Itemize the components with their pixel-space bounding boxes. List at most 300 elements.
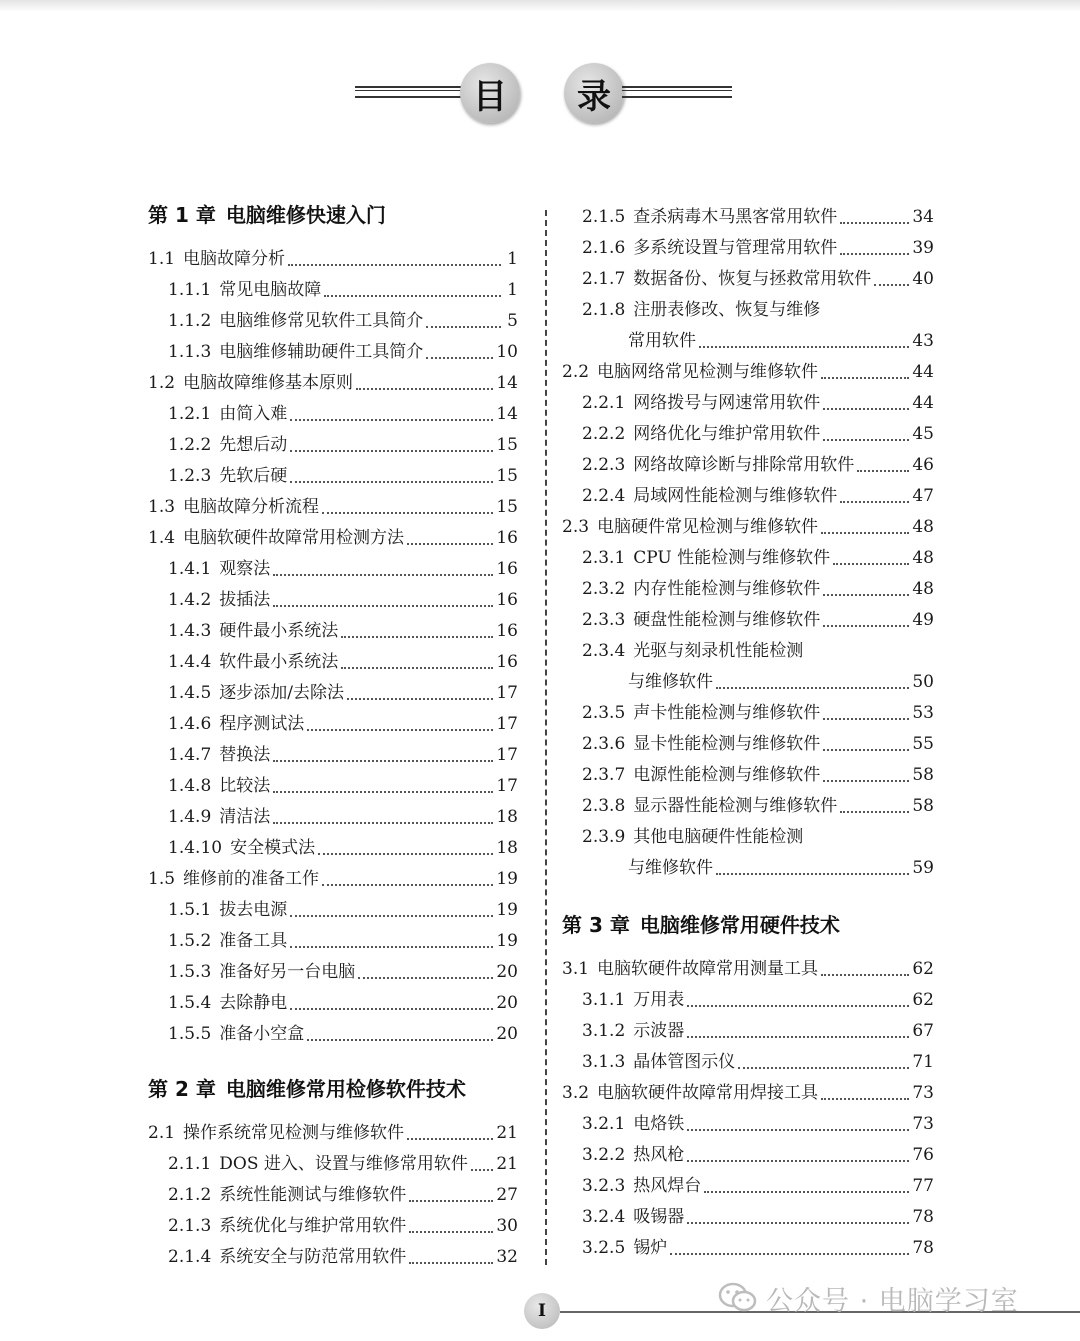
- section-title: 先想后动: [219, 435, 288, 455]
- page-number: 53: [912, 703, 934, 723]
- toc-entry[interactable]: [562, 1109, 934, 1140]
- section-number: 2.2.4: [582, 486, 626, 506]
- section-title: 先软后硬: [219, 466, 288, 486]
- dot-leader: [823, 439, 909, 441]
- section-title: 拔插法: [219, 590, 271, 610]
- page-number: 47: [912, 486, 934, 506]
- toc-entry[interactable]: [562, 326, 934, 357]
- page-number: 30: [496, 1216, 518, 1236]
- section-title: 电脑维修常见软件工具简介: [219, 311, 424, 331]
- page-number: 34: [912, 207, 934, 227]
- page-number: 16: [496, 621, 518, 641]
- section-title: 热风焊台: [633, 1176, 702, 1196]
- page-number: 73: [912, 1114, 934, 1134]
- section-title: 硬件最小系统法: [219, 621, 339, 641]
- section-number: 1.3: [148, 497, 176, 517]
- page-number: 21: [496, 1123, 518, 1143]
- page-number: 46: [912, 455, 934, 475]
- section-number: 3.2.3: [582, 1176, 626, 1196]
- section-title: 多系统设置与管理常用软件: [633, 238, 838, 258]
- page-number: 18: [496, 807, 518, 827]
- section-number: 1.5.1: [168, 900, 212, 920]
- page-number: 50: [912, 672, 934, 692]
- toc-entry[interactable]: [148, 430, 518, 461]
- toc-entry[interactable]: [562, 512, 934, 543]
- dot-leader: [307, 729, 493, 731]
- section-title: 晶体管图示仪: [633, 1052, 736, 1072]
- toc-entry[interactable]: [562, 605, 934, 636]
- toc-entry[interactable]: [148, 337, 518, 368]
- dot-leader: [407, 543, 493, 545]
- dot-leader: [471, 1169, 493, 1171]
- dot-leader: [358, 977, 493, 979]
- chapter-number: 第 2 章: [148, 1077, 216, 1101]
- section-number: 2.1.3: [168, 1216, 212, 1236]
- section-number: 2.1.6: [582, 238, 626, 258]
- dot-leader: [687, 1005, 909, 1007]
- page-number: 15: [496, 497, 518, 517]
- section-number: 1.4.1: [168, 559, 212, 579]
- section-title: DOS 进入、设置与维修常用软件: [219, 1154, 468, 1174]
- page-number: 44: [912, 362, 934, 382]
- dot-leader: [687, 1222, 909, 1224]
- page-number: 15: [496, 466, 518, 486]
- section-number: 2.2: [562, 362, 590, 382]
- toc-entry[interactable]: [148, 523, 518, 554]
- section-title: 系统优化与维护常用软件: [219, 1216, 407, 1236]
- dot-leader: [290, 481, 493, 483]
- toc-entry[interactable]: [562, 791, 934, 822]
- column-divider: [545, 210, 547, 1265]
- section-number: 2.2.3: [582, 455, 626, 475]
- toc-entry[interactable]: [148, 492, 518, 523]
- section-number: 3.2.5: [582, 1238, 626, 1258]
- section-title: 准备小空盒: [219, 1024, 305, 1044]
- dot-leader: [821, 532, 909, 534]
- section-number: 3.2.1: [582, 1114, 626, 1134]
- dot-leader: [290, 450, 493, 452]
- toc-entry[interactable]: [148, 771, 518, 802]
- section-title: 观察法: [219, 559, 271, 579]
- page-number: 48: [912, 517, 934, 537]
- section-title: 显卡性能检测与维修软件: [633, 734, 821, 754]
- dot-leader: [823, 408, 909, 410]
- chapter-number: 第 3 章: [562, 913, 630, 937]
- toc-entry[interactable]: [148, 895, 518, 926]
- section-number: 2.3.6: [582, 734, 626, 754]
- page-number: 18: [496, 838, 518, 858]
- section-number: 3.2: [562, 1083, 590, 1103]
- chapter-2-entries-continued: [562, 202, 934, 884]
- toc-entry[interactable]: [562, 202, 934, 233]
- toc-entry[interactable]: [148, 1211, 518, 1242]
- toc-entry[interactable]: [148, 585, 518, 616]
- section-number: 1.1.1: [168, 280, 212, 300]
- page-number: 76: [912, 1145, 934, 1165]
- section-number: 3.2.4: [582, 1207, 626, 1227]
- section-number: 1.5.3: [168, 962, 212, 982]
- dot-leader: [823, 625, 909, 627]
- chapter-1-heading[interactable]: [148, 200, 518, 230]
- heading-char-2: 录: [564, 63, 624, 123]
- section-title: 网络拨号与网速常用软件: [633, 393, 821, 413]
- dot-leader: [840, 253, 909, 255]
- section-number: 2.1.4: [168, 1247, 212, 1267]
- page-number: 19: [496, 900, 518, 920]
- toc-entry[interactable]: [562, 419, 934, 450]
- section-title: 软件最小系统法: [219, 652, 339, 672]
- dot-leader: [670, 1253, 909, 1255]
- page-number: 27: [496, 1185, 518, 1205]
- toc-entry[interactable]: [148, 244, 518, 275]
- section-title: 电脑软硬件故障常用焊接工具: [597, 1083, 819, 1103]
- section-number: 1.1.3: [168, 342, 212, 362]
- toc-entry[interactable]: [562, 233, 934, 264]
- section-number: 2.3.4: [582, 641, 626, 661]
- section-number: 1.4.9: [168, 807, 212, 827]
- toc-entry[interactable]: [148, 1118, 518, 1149]
- chapter-2-heading[interactable]: [148, 1074, 518, 1104]
- chapter-3-heading[interactable]: [562, 910, 934, 940]
- section-title: 电脑软硬件故障常用检测方法: [183, 528, 405, 548]
- dot-leader: [322, 512, 493, 514]
- section-number: 3.1: [562, 959, 590, 979]
- section-number: 2.3: [562, 517, 590, 537]
- section-number: 1.2.2: [168, 435, 212, 455]
- section-number: 2.3.1: [582, 548, 626, 568]
- toc-entry[interactable]: [562, 760, 934, 791]
- page-number: 43: [912, 331, 934, 351]
- toc-entry[interactable]: [148, 988, 518, 1019]
- section-title: 与维修软件: [628, 858, 713, 878]
- chapter-2-entries: [148, 1118, 518, 1273]
- toc-entry[interactable]: [148, 1149, 518, 1180]
- page-number: 21: [496, 1154, 518, 1174]
- dot-leader: [699, 346, 909, 348]
- section-number: 1.1.2: [168, 311, 212, 331]
- toc-entry[interactable]: [148, 616, 518, 647]
- toc-entry[interactable]: [562, 1016, 934, 1047]
- dot-leader: [840, 501, 909, 503]
- section-title: 安全模式法: [230, 838, 316, 858]
- toc-entry[interactable]: [562, 822, 934, 853]
- toc-entry[interactable]: [148, 368, 518, 399]
- top-edge-shade: [0, 0, 1080, 12]
- section-title: 显示器性能检测与维修软件: [633, 796, 838, 816]
- toc-entry[interactable]: [148, 275, 518, 306]
- section-title: 系统安全与防范常用软件: [219, 1247, 407, 1267]
- page-number: 14: [496, 373, 518, 393]
- toc-entry[interactable]: [562, 1047, 934, 1078]
- section-title: 与维修软件: [628, 672, 713, 692]
- page-number: 20: [496, 1024, 518, 1044]
- dot-leader: [288, 264, 501, 266]
- chapter-1-entries: [148, 244, 518, 1050]
- section-number: 2.3.2: [582, 579, 626, 599]
- section-title: 比较法: [219, 776, 271, 796]
- dot-leader: [307, 1039, 493, 1041]
- section-number: 3.1.1: [582, 990, 626, 1010]
- section-title: 程序测试法: [219, 714, 305, 734]
- toc-entry[interactable]: [148, 833, 518, 864]
- toc-entry[interactable]: [562, 853, 934, 884]
- toc-entry[interactable]: [148, 957, 518, 988]
- section-title: 电脑维修辅助硬件工具简介: [219, 342, 424, 362]
- section-title: 清洁法: [219, 807, 271, 827]
- section-title: 常见电脑故障: [219, 280, 322, 300]
- section-number: 2.1: [148, 1123, 176, 1143]
- page-number: 14: [496, 404, 518, 424]
- toc-entry[interactable]: [562, 264, 934, 295]
- toc-entry[interactable]: [148, 1019, 518, 1050]
- section-title: 万用表: [633, 990, 685, 1010]
- heading-rule-right: [622, 86, 732, 98]
- page-number: 55: [912, 734, 934, 754]
- page-number: 10: [496, 342, 518, 362]
- section-number: 1.4.3: [168, 621, 212, 641]
- page-number: 16: [496, 652, 518, 672]
- toc-entry[interactable]: [148, 647, 518, 678]
- section-number: 3.2.2: [582, 1145, 626, 1165]
- section-number: 2.1.2: [168, 1185, 212, 1205]
- dot-leader: [821, 974, 909, 976]
- page-number: 32: [496, 1247, 518, 1267]
- watermark: [718, 1278, 1019, 1318]
- page-number: 71: [912, 1052, 934, 1072]
- section-title: 电源性能检测与维修软件: [633, 765, 821, 785]
- toc-entry[interactable]: [148, 926, 518, 957]
- page-number: 45: [912, 424, 934, 444]
- toc-entry[interactable]: [148, 1242, 518, 1273]
- page-number: 17: [496, 683, 518, 703]
- section-number: 2.1.8: [582, 300, 626, 320]
- dot-leader: [290, 1008, 493, 1010]
- toc-entry[interactable]: [148, 306, 518, 337]
- dot-leader: [290, 946, 493, 948]
- dot-leader: [716, 687, 909, 689]
- dot-leader: [874, 284, 909, 286]
- dot-leader: [341, 636, 493, 638]
- section-title: 由简入难: [219, 404, 288, 424]
- section-title: 光驱与刻录机性能检测: [633, 641, 804, 661]
- section-title: 数据备份、恢复与拯救常用软件: [633, 269, 872, 289]
- dot-leader: [273, 574, 493, 576]
- toc-entry[interactable]: [562, 543, 934, 574]
- toc-entry[interactable]: [562, 357, 934, 388]
- page-number: 58: [912, 796, 934, 816]
- section-number: 1.4.7: [168, 745, 212, 765]
- dot-leader: [324, 295, 501, 297]
- toc-entry[interactable]: [562, 1140, 934, 1171]
- section-title: 准备好另一台电脑: [219, 962, 356, 982]
- dot-leader: [821, 377, 909, 379]
- page-number: 16: [496, 528, 518, 548]
- dot-leader: [426, 357, 493, 359]
- dot-leader: [341, 667, 493, 669]
- page-number: 39: [912, 238, 934, 258]
- dot-leader: [687, 1160, 909, 1162]
- page-number: 73: [912, 1083, 934, 1103]
- toc-entry[interactable]: [148, 802, 518, 833]
- dot-leader: [273, 822, 493, 824]
- section-number: 2.3.8: [582, 796, 626, 816]
- toc-entry[interactable]: [148, 864, 518, 895]
- section-number: 1.4.4: [168, 652, 212, 672]
- chapter-title: 电脑维修常用检修软件技术: [225, 1077, 466, 1101]
- toc-entry[interactable]: [148, 709, 518, 740]
- toc-entry[interactable]: [562, 1078, 934, 1109]
- page-number: 78: [912, 1207, 934, 1227]
- page-number: 40: [912, 269, 934, 289]
- section-title: 吸锡器: [633, 1207, 685, 1227]
- section-title: 维修前的准备工作: [183, 869, 320, 889]
- page-number: 67: [912, 1021, 934, 1041]
- section-number: 1.5: [148, 869, 176, 889]
- chapter-3-entries: [562, 954, 934, 1264]
- page-number: 15: [496, 435, 518, 455]
- page-number: 62: [912, 959, 934, 979]
- dot-leader: [409, 1262, 493, 1264]
- dot-leader: [840, 811, 909, 813]
- section-number: 2.2.1: [582, 393, 626, 413]
- dot-leader: [273, 760, 493, 762]
- section-title: CPU 性能检测与维修软件: [633, 548, 831, 568]
- chapter-title: 电脑维修快速入门: [225, 203, 386, 227]
- toc-entry[interactable]: [562, 985, 934, 1016]
- section-title: 常用软件: [628, 331, 696, 351]
- toc-entry[interactable]: [562, 295, 934, 326]
- toc-entry[interactable]: [562, 667, 934, 698]
- page-number: I: [524, 1293, 560, 1329]
- section-title: 网络故障诊断与排除常用软件: [633, 455, 855, 475]
- heading-char-1: 目: [460, 63, 520, 123]
- watermark-text: 公众号 · 电脑学习室: [766, 1285, 1019, 1317]
- dot-leader: [687, 1129, 909, 1131]
- page-number: 44: [912, 393, 934, 413]
- toc-entry[interactable]: [562, 954, 934, 985]
- toc-entry[interactable]: [148, 399, 518, 430]
- dot-leader: [821, 1098, 909, 1100]
- toc-entry[interactable]: [562, 574, 934, 605]
- page-number: 20: [496, 993, 518, 1013]
- dot-leader: [716, 873, 909, 875]
- toc-entry[interactable]: [562, 729, 934, 760]
- dot-leader: [840, 222, 909, 224]
- section-number: 2.2.2: [582, 424, 626, 444]
- section-number: 1.5.5: [168, 1024, 212, 1044]
- toc-entry[interactable]: [148, 1180, 518, 1211]
- section-number: 1.4.5: [168, 683, 212, 703]
- toc-entry[interactable]: [562, 636, 934, 667]
- page-number: 77: [912, 1176, 934, 1196]
- page-number: 19: [496, 931, 518, 951]
- toc-entry[interactable]: [148, 554, 518, 585]
- dot-leader: [823, 749, 909, 751]
- page-number: 19: [496, 869, 518, 889]
- toc-entry[interactable]: [562, 388, 934, 419]
- section-title: 电脑网络常见检测与维修软件: [597, 362, 819, 382]
- section-number: 2.1.5: [582, 207, 626, 227]
- section-number: 1.4.8: [168, 776, 212, 796]
- dot-leader: [823, 780, 909, 782]
- dot-leader: [409, 1231, 493, 1233]
- dot-leader: [409, 1200, 493, 1202]
- toc-entry[interactable]: [562, 481, 934, 512]
- dot-leader: [290, 915, 493, 917]
- page-number: 78: [912, 1238, 934, 1258]
- dot-leader: [347, 698, 493, 700]
- section-title: 锡炉: [633, 1238, 668, 1258]
- page-number: 17: [496, 776, 518, 796]
- section-number: 1.2: [148, 373, 176, 393]
- section-number: 2.3.5: [582, 703, 626, 723]
- section-title: 其他电脑硬件性能检测: [633, 827, 804, 847]
- section-title: 准备工具: [219, 931, 288, 951]
- page-number: 1: [507, 280, 518, 300]
- toc-entry[interactable]: [148, 461, 518, 492]
- page-number: 5: [507, 311, 518, 331]
- page-number: 16: [496, 559, 518, 579]
- page-number: 62: [912, 990, 934, 1010]
- section-number: 2.1.1: [168, 1154, 212, 1174]
- section-number: 3.1.3: [582, 1052, 626, 1072]
- page-number: 16: [496, 590, 518, 610]
- toc-entry[interactable]: [148, 740, 518, 771]
- section-number: 1.1: [148, 249, 176, 269]
- toc-entry[interactable]: [562, 1202, 934, 1233]
- section-number: 1.4.10: [168, 838, 223, 858]
- heading-rule-left: [355, 86, 463, 98]
- section-title: 替换法: [219, 745, 271, 765]
- dot-leader: [738, 1067, 909, 1069]
- page-number: 48: [912, 548, 934, 568]
- section-number: 1.4.2: [168, 590, 212, 610]
- section-title: 注册表修改、恢复与维修: [633, 300, 821, 320]
- section-number: 1.2.3: [168, 466, 212, 486]
- section-title: 声卡性能检测与维修软件: [633, 703, 821, 723]
- dot-leader: [704, 1191, 909, 1193]
- dot-leader: [426, 326, 501, 328]
- toc-entry[interactable]: [562, 450, 934, 481]
- chapter-number: 第 1 章: [148, 203, 216, 227]
- section-title: 操作系统常见检测与维修软件: [183, 1123, 405, 1143]
- dot-leader: [407, 1138, 493, 1140]
- page-number: 1: [507, 249, 518, 269]
- toc-entry[interactable]: [562, 1171, 934, 1202]
- section-title: 电烙铁: [633, 1114, 685, 1134]
- dot-leader: [687, 1036, 909, 1038]
- section-title: 电脑软硬件故障常用测量工具: [597, 959, 819, 979]
- page-number: 59: [912, 858, 934, 878]
- dot-leader: [356, 388, 493, 390]
- toc-entry[interactable]: [148, 678, 518, 709]
- toc-entry[interactable]: [562, 1233, 934, 1264]
- wechat-icon: [718, 1282, 758, 1314]
- toc-right-column: [562, 202, 934, 1264]
- dot-leader: [318, 853, 493, 855]
- section-title: 去除静电: [219, 993, 288, 1013]
- section-number: 1.2.1: [168, 404, 212, 424]
- section-title: 电脑故障维修基本原则: [183, 373, 354, 393]
- dot-leader: [857, 470, 909, 472]
- section-number: 2.3.9: [582, 827, 626, 847]
- toc-entry[interactable]: [562, 698, 934, 729]
- page-number: 49: [912, 610, 934, 630]
- section-title: 逐步添加/去除法: [219, 683, 344, 703]
- section-number: 1.5.2: [168, 931, 212, 951]
- section-title: 查杀病毒木马黑客常用软件: [633, 207, 838, 227]
- section-number: 1.5.4: [168, 993, 212, 1013]
